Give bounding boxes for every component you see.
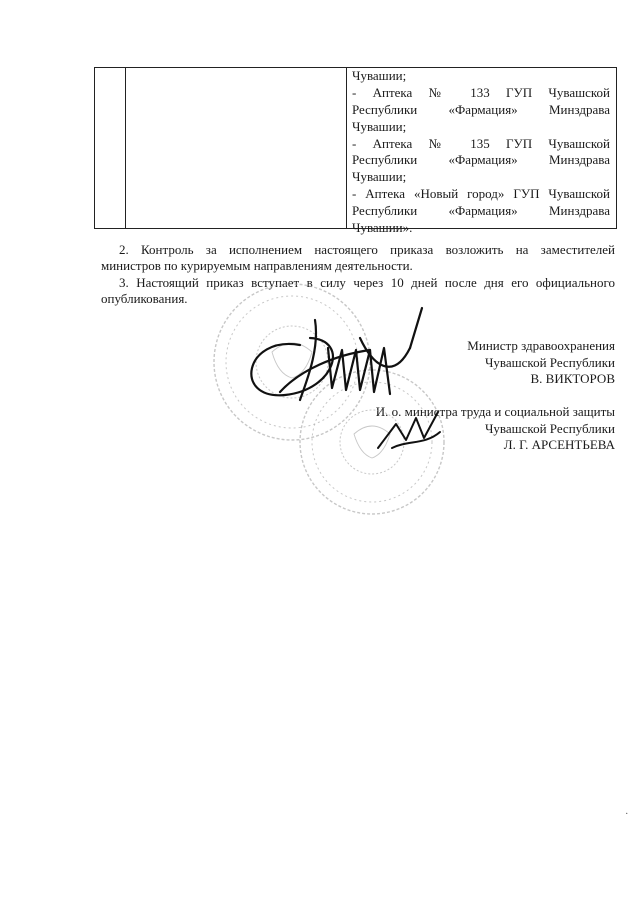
signatory-region: Чувашской Республики (484, 420, 615, 436)
table-cell-line: Чувашии; (352, 68, 407, 83)
table-fragment (94, 67, 617, 236)
table-column-divider-1 (125, 68, 126, 228)
signatory-name: Л. Г. АРСЕНТЬЕВА (503, 437, 615, 453)
signatory-title: И. о. министра труда и социальной защиты (375, 404, 615, 419)
table-cell-line: Чувашии». (352, 220, 413, 236)
table-cell-line: Республики «Фармация» Минздрава (352, 101, 610, 117)
paragraph-3 (101, 275, 615, 308)
signatory-name: В. ВИКТОРОВ (530, 371, 615, 387)
table-cell-line: - Аптека № 133 ГУП Чувашской (352, 84, 610, 100)
signatory-region: Чувашской Республики (484, 354, 615, 370)
paragraph-2-line-2: министров по курируемым направлениям деятельности. (101, 258, 413, 274)
table-cell-line: - Аптека «Новый город» ГУП Чувашской (352, 186, 610, 202)
table-cell-line: - Аптека № 135 ГУП Чувашской (352, 135, 610, 151)
signature-block-labor-minister (376, 404, 615, 454)
table-column-divider-2 (346, 68, 347, 228)
table-cell-line: Чувашии; (352, 169, 407, 185)
signature-block-health-minister (467, 338, 615, 388)
handwritten-signature-1 (251, 308, 422, 400)
table-cell-line: Чувашии; (352, 118, 407, 134)
table-cell-pharmacy-list (352, 68, 610, 237)
signatory-title: Министр здравоохранения (467, 338, 615, 353)
paragraph-3-line-1: 3. Настоящий приказ вступает в силу через 10 дней после дня его официального (119, 275, 615, 290)
paragraph-3-line-2: опубликования. (101, 291, 188, 307)
table-cell-line: Республики «Фармация» Минздрава (352, 152, 610, 168)
footer-mark: . (625, 806, 628, 817)
paragraph-2-line-1: 2. Контроль за исполнением настоящего приказа возложить на заместителей (119, 242, 615, 257)
paragraph-2 (101, 242, 615, 275)
table-cell-line: Республики «Фармация» Минздрава (352, 203, 610, 219)
